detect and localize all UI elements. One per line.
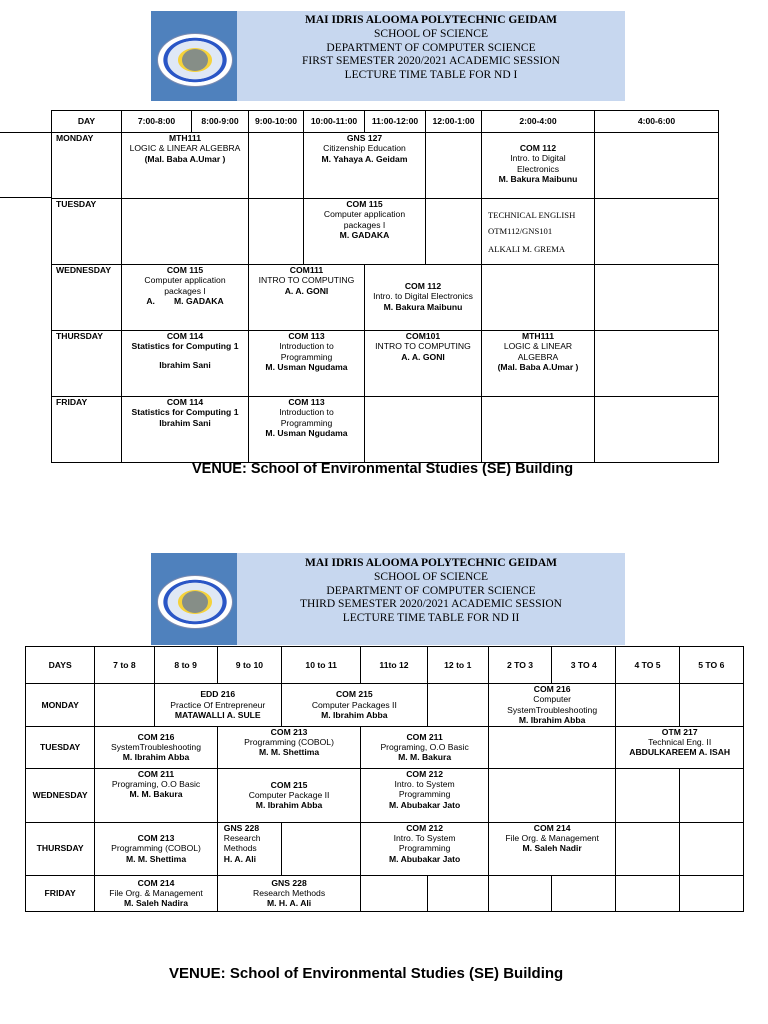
course-cell: COM 113 Introduction to Programming M. Usman Ngudama [249, 331, 365, 397]
course-cell: COM 214 File Org. & Management M. Saleh Nadira [95, 875, 217, 911]
empty-cell [365, 397, 482, 463]
empty-cell [679, 822, 743, 875]
col-header: 9 to 10 [217, 647, 281, 684]
table-row [26, 684, 744, 727]
table-row [26, 726, 744, 768]
table-row [26, 768, 744, 822]
course-cell: COM 212 Intro. To System Programming M. Abubakar Jato [361, 822, 489, 875]
col-header: 8 to 9 [154, 647, 217, 684]
course-cell: EDD 216 Practice Of Entrepreneur MATAWALLI A. SULE [154, 684, 282, 727]
session-label: FIRST SEMESTER 2020/2021 ACADEMIC SESSION [302, 55, 560, 68]
department-name: DEPARTMENT OF COMPUTER SCIENCE [326, 41, 536, 54]
margin-line [0, 197, 51, 198]
course-cell: TECHNICAL ENGLISH OTM112/GNS101 ALKALI M. GREMA [482, 199, 595, 265]
empty-cell [488, 875, 551, 911]
empty-cell [95, 684, 154, 727]
empty-cell [595, 199, 719, 265]
col-header: 5 TO 6 [679, 647, 743, 684]
col-header: 4:00-6:00 [595, 111, 719, 133]
col-header: 10:00-11:00 [304, 111, 365, 133]
course-cell: COM 211 Programing, O.O Basic M. M. Bakura [361, 726, 489, 768]
table-row [52, 133, 719, 199]
course-cell: MTH111 LOGIC & LINEAR ALGEBRA (Mal. Baba A.Umar ) [122, 133, 249, 199]
col-header: 7:00-8:00 [122, 111, 192, 133]
day-label: FRIDAY [52, 397, 122, 463]
empty-cell [361, 875, 427, 911]
empty-cell [595, 397, 719, 463]
table-row [52, 265, 719, 331]
nd1-header [151, 11, 625, 101]
empty-cell [122, 199, 249, 265]
day-label: WEDNESDAY [52, 265, 122, 331]
course-cell: COM 215 Computer Packages II M. Ibrahim Abba [282, 684, 428, 727]
col-header: 2 TO 3 [488, 647, 551, 684]
empty-cell [488, 726, 616, 768]
empty-cell [679, 684, 743, 727]
course-cell: COM 115 Computer application packages I A. M. GADAKA [122, 265, 249, 331]
empty-cell [616, 822, 679, 875]
day-label: TUESDAY [52, 199, 122, 265]
day-label: TUESDAY [26, 726, 95, 768]
empty-cell [249, 133, 304, 199]
course-cell: COM 112 Intro. to Digital Electronics M. Bakura Maibunu [482, 133, 595, 199]
course-cell: COM 214 File Org. & Management M. Saleh Nadir [488, 822, 616, 875]
empty-cell [426, 199, 482, 265]
empty-cell [616, 768, 679, 822]
course-cell: COM 114 Statistics for Computing 1 Ibrahim Sani [122, 331, 249, 397]
col-header: 7 to 8 [95, 647, 154, 684]
col-header: 12 to 1 [427, 647, 488, 684]
timetable-title: LECTURE TIME TABLE FOR ND II [342, 612, 520, 625]
course-cell: COM 115 Computer application packages I M. GADAKA [304, 199, 426, 265]
timetable-title: LECTURE TIME TABLE FOR ND I [344, 69, 518, 82]
course-cell: COM101 INTRO TO COMPUTING A. A. GONI [365, 331, 482, 397]
col-header: 11to 12 [361, 647, 427, 684]
day-label: MONDAY [52, 133, 122, 199]
empty-cell [595, 331, 719, 397]
col-header: 3 TO 4 [552, 647, 616, 684]
course-cell: COM 113 Introduction to Programming M. Usman Ngudama [249, 397, 365, 463]
empty-cell [482, 397, 595, 463]
empty-cell [282, 822, 361, 875]
course-cell: GNS 127 Citizenship Education M. Yahaya A. Geidam [304, 133, 426, 199]
school-name: SCHOOL OF SCIENCE [374, 27, 488, 40]
empty-cell [552, 875, 616, 911]
empty-cell [679, 768, 743, 822]
empty-cell [616, 684, 679, 727]
course-cell: GNS 228 Research Methods H. A. Ali [217, 822, 281, 875]
col-header: DAYS [26, 647, 95, 684]
col-header: 8:00-9:00 [192, 111, 249, 133]
nd1-timetable [51, 110, 719, 463]
course-cell: COM 212 Intro. to System Programming M. Abubakar Jato [361, 768, 489, 822]
margin-line [0, 132, 51, 133]
nd2-header [151, 553, 625, 645]
empty-cell [482, 265, 595, 331]
col-header: 4 TO 5 [616, 647, 679, 684]
course-cell: COM111 INTRO TO COMPUTING A. A. GONI [249, 265, 365, 331]
table-row [26, 875, 744, 911]
empty-cell [426, 133, 482, 199]
nd1-logo-panel [151, 11, 237, 101]
col-header: 11:00-12:00 [365, 111, 426, 133]
day-label: FRIDAY [26, 875, 95, 911]
table-row [26, 822, 744, 875]
nd2-venue: VENUE: School of Environmental Studies (SE) Building [169, 965, 564, 982]
nd2-timetable [25, 646, 744, 912]
empty-cell [595, 265, 719, 331]
day-label: WEDNESDAY [26, 768, 95, 822]
course-cell: COM 112 Intro. to Digital Electronics M. Bakura Maibunu [365, 265, 482, 331]
course-cell: COM 114 Statistics for Computing 1 Ibrahim Sani [122, 397, 249, 463]
table-row [52, 199, 719, 265]
day-label: THURSDAY [26, 822, 95, 875]
col-header: 10 to 11 [282, 647, 361, 684]
course-cell: COM 216 Computer SystemTroubleshooting M. Ibrahim Abba [488, 684, 616, 727]
polytechnic-logo-icon [157, 575, 233, 629]
course-cell: COM 216 SystemTroubleshooting M. Ibrahim Abba [95, 726, 217, 768]
course-cell: COM 215 Computer Package II M. Ibrahim Abba [217, 768, 361, 822]
institution-name: MAI IDRIS ALOOMA POLYTECHNIC GEIDAM [305, 14, 557, 26]
empty-cell [679, 875, 743, 911]
session-label: THIRD SEMESTER 2020/2021 ACADEMIC SESSION [300, 598, 562, 611]
day-label: THURSDAY [52, 331, 122, 397]
header-row [52, 111, 719, 133]
table-row [52, 397, 719, 463]
nd2-logo-panel [151, 553, 237, 645]
institution-name: MAI IDRIS ALOOMA POLYTECHNIC GEIDAM [305, 557, 557, 569]
polytechnic-logo-icon [157, 33, 233, 87]
course-cell: MTH111 LOGIC & LINEAR ALGEBRA (Mal. Baba A.Umar ) [482, 331, 595, 397]
empty-cell [427, 684, 488, 727]
col-header: 9:00-10:00 [249, 111, 304, 133]
course-cell: COM 213 Programming (COBOL) M. M. Shettima [95, 822, 217, 875]
nd1-venue: VENUE: School of Environmental Studies (SE) Building [192, 461, 574, 477]
header-row [26, 647, 744, 684]
col-header: 12:00-1:00 [426, 111, 482, 133]
day-label: MONDAY [26, 684, 95, 727]
empty-cell [616, 875, 679, 911]
col-header: DAY [52, 111, 122, 133]
empty-cell [427, 875, 488, 911]
course-cell: COM 213 Programming (COBOL) M. M. Shettima [217, 726, 361, 768]
department-name: DEPARTMENT OF COMPUTER SCIENCE [326, 584, 536, 597]
school-name: SCHOOL OF SCIENCE [374, 570, 488, 583]
table-row [52, 331, 719, 397]
course-cell: GNS 228 Research Methods M. H. A. Ali [217, 875, 361, 911]
empty-cell [595, 133, 719, 199]
col-header: 2:00-4:00 [482, 111, 595, 133]
empty-cell [488, 768, 616, 822]
course-cell: COM 211 Programing, O.O Basic M. M. Bakura [95, 768, 217, 822]
empty-cell [249, 199, 304, 265]
course-cell: OTM 217 Technical Eng. II ABDULKAREEM A. ISAH [616, 726, 744, 768]
